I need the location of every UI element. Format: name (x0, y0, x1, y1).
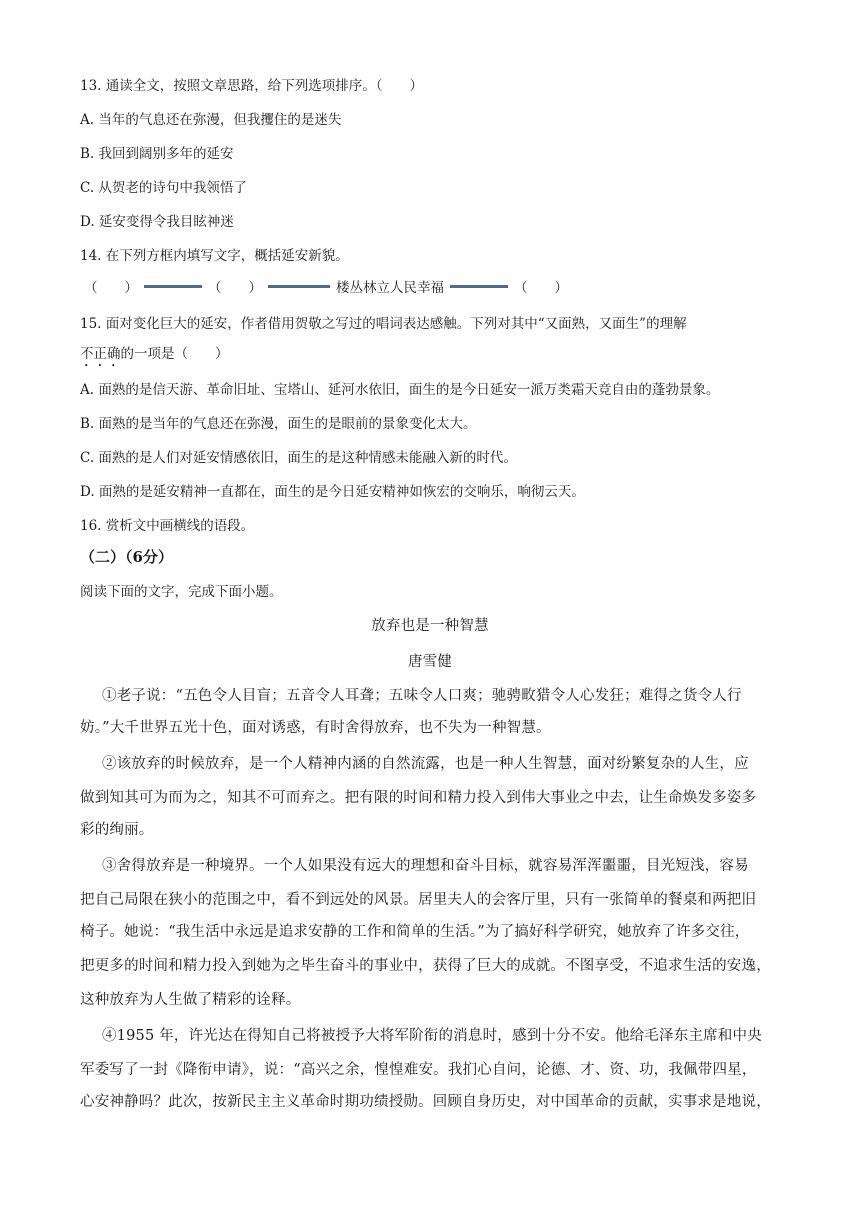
paragraph-2-line-2: 做到知其可为而为之，知其不可而弃之。把有限的时间和精力投入到伟大事业之中去，让生命焕发多姿多 (80, 790, 757, 806)
flow-blank-3: （ ） (514, 280, 568, 296)
flow-blank-1: （ ） (84, 280, 138, 296)
question-15-stem-rest: 的一项是（ ） (120, 346, 229, 362)
question-15-stem-line2 (80, 342, 229, 370)
flow-connector-1 (144, 285, 202, 288)
question-15-option-d: D. 面熟的是延安精神一直都在，面生的是今日延安精神如恢宏的交响乐，响彻云天。 (80, 484, 585, 500)
paragraph-3-line-1: ③舍得放弃是一种境界。一个人如果没有远大的理想和奋斗目标，就容易浑浑噩噩，目光短浅，容易 (102, 858, 749, 874)
paragraph-4-line-2: 军委写了一封《降衔申请》，说：“高兴之余，惶惶难安。我扪心自问，论德、才、资、功，我佩带四星， (80, 1062, 757, 1078)
question-13-option-d: D. 延安变得令我目眩神迷 (80, 214, 234, 230)
question-13-option-b: B. 我回到阔别多年的延安 (80, 146, 234, 162)
paragraph-3-line-3: 椅子。她说：“我生活中永远是追求安静的工作和简单的生活。”为了搞好科学研究，她放弃了许多交往， (80, 924, 750, 940)
section-heading: （二）（6分） (80, 548, 173, 566)
question-13-stem: 13. 通读全文，按照文章思路，给下列选项排序。（ ） (80, 78, 424, 94)
paragraph-2-line-3: 彩的绚丽。 (80, 822, 154, 838)
paragraph-3-line-4: 把更多的时间和精力投入到她为之毕生奋斗的事业中，获得了巨大的成就。不图享受，不追求生活的安逸， (80, 958, 771, 974)
paragraph-4-line-3: 心安神静吗？此次，按新民主主义革命时期功绩授勋。回顾自身历史，对中国革命的贡献，实事求是地说， (80, 1094, 771, 1110)
article-title: 放弃也是一种智慧 (371, 618, 489, 634)
question-15-option-a: A. 面熟的是信天游、革命旧址、宝塔山、延河水依旧，面生的是今日延安一派万类霜天竞自由的蓬勃景象。 (80, 382, 720, 398)
paragraph-2-line-1: ②该放弃的时候放弃，是一个人精神内涵的自然流露，也是一种人生智慧，面对纷繁复杂的人生，应 (102, 756, 749, 772)
question-14-flow (84, 276, 568, 296)
article-author: 唐雪健 (407, 654, 453, 670)
flow-blank-2: （ ） (208, 280, 262, 296)
paragraph-4-line-1: ④1955 年，许光达在得知自己将被授予大将军阶衔的消息时，感到十分不安。他给毛泽东主席和中央 (102, 1028, 762, 1044)
question-15-stem-line1: 15. 面对变化巨大的延安，作者借用贺敬之写过的唱词表达感触。下列对其中“又面熟，又面生”的理解 (80, 316, 687, 332)
emphasis-text: 不正确 (80, 346, 121, 362)
question-14-stem: 14. 在下列方框内填写文字，概括延安新貌。 (80, 248, 349, 264)
section-instruction: 阅读下面的文字，完成下面小题。 (80, 584, 283, 600)
question-13-option-c: C. 从贺老的诗句中我领悟了 (80, 180, 247, 196)
flow-connector-2 (268, 285, 330, 288)
flow-given-text: 楼丛林立人民幸福 (336, 280, 444, 296)
question-13-option-a: A. 当年的气息还在弥漫，但我攫住的是迷失 (80, 112, 342, 128)
paragraph-1-line-2: 妨。”大千世界五光十色，面对诱惑，有时舍得放弃，也不失为一种智慧。 (80, 720, 551, 736)
question-15-option-c: C. 面熟的是人们对延安情感依旧，面生的是这种情感未能融入新的时代。 (80, 450, 517, 466)
paragraph-3-line-2: 把自己局限在狭小的范围之中，看不到远处的风景。居里夫人的会客厅里，只有一张简单的餐桌和两把旧 (80, 892, 757, 908)
question-16-stem: 16. 赏析文中画横线的语段。 (80, 518, 255, 534)
paragraph-1-line-1: ①老子说：“五色令人目盲；五音令人耳聋；五味令人口爽；驰骋畋猎令人心发狂；难得之货令人行 (102, 688, 742, 704)
question-15-option-b: B. 面熟的是当年的气息还在弥漫，面生的是眼前的景象变化太大。 (80, 416, 477, 432)
flow-connector-3 (450, 285, 508, 288)
paragraph-3-line-5: 这种放弃为人生做了精彩的诠释。 (80, 992, 301, 1008)
